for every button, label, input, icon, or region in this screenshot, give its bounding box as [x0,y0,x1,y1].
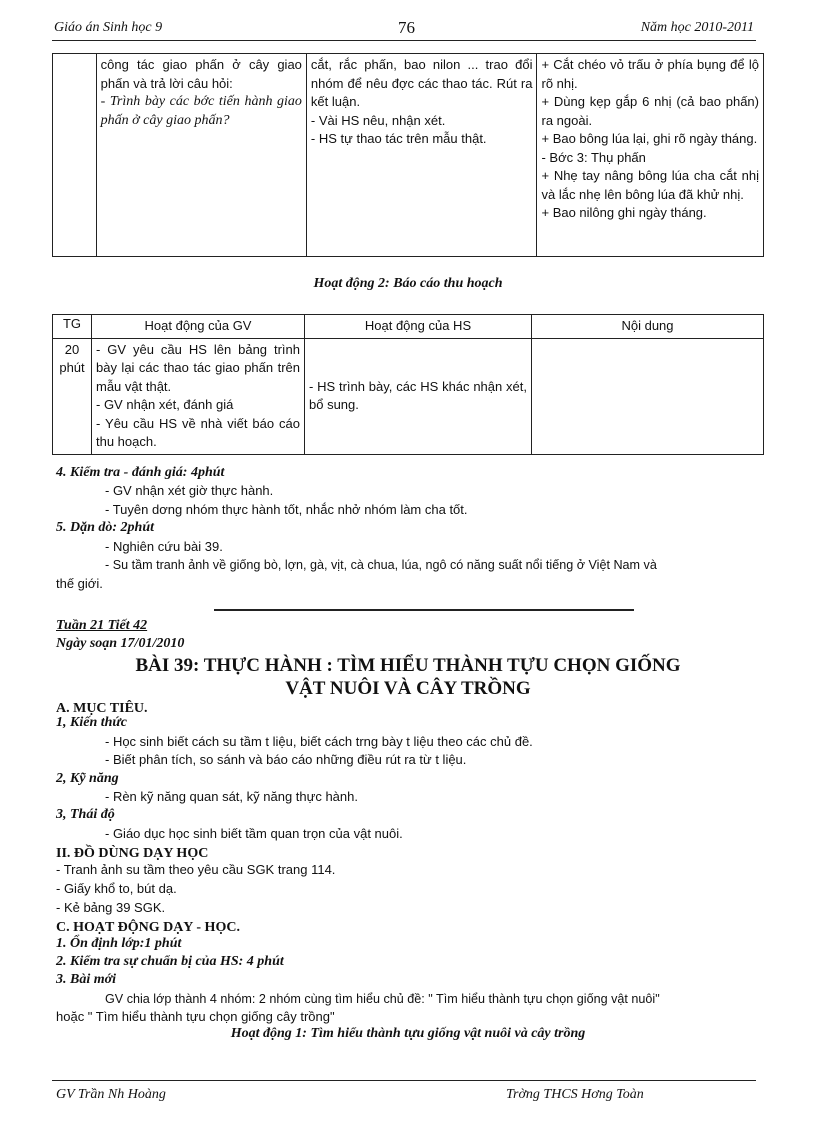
activities-paragraph-line-2: hoặc " Tìm hiểu thành tựu chọn giống cây trồng" [56,1009,335,1024]
activity1-heading: Hoạt động 1: Tìm hiểu thành tựu giống vật nuôi và cây trồng [230,1026,586,1041]
table-cell-hs [306,54,537,257]
section5-heading: 5. Dặn dò: 2phút [56,520,155,535]
section4-line-2: - Tuyên dơng nhóm thực hành tốt, nhắc nhở nhóm làm cha tốt. [105,502,468,517]
footer-rule [52,1080,756,1081]
hs-text-3: - HS tự thao tác trên mẫu thật. [310,131,487,146]
activity1-table [52,53,764,257]
knowledge-line-1: - Học sinh biết cách su tầm t liệu, biết cách trng bày t liệu theo các chủ đề. [105,734,533,749]
header-rule [52,40,756,41]
section5-line-1: - Nghiên cứu bài 39. [105,539,223,554]
materials-item-1: - Tranh ảnh su tầm theo yêu cầu SGK trang 114. [56,862,336,877]
content-cell [532,338,764,454]
gv-cell [92,338,305,454]
content-line-5: + Nhẹ tay nâng bông lúa cha cắt nhị và lắc nhẹ lên bông lúa đã khử nhị. [541,168,759,202]
attitude-line-1: - Giáo dục học sinh biết tầm quan trọn của vật nuôi. [105,826,403,841]
content-line-1: + Cắt chéo vỏ trấu ở phía bụng để lộ rõ nhị. [541,57,759,91]
table-header-row [53,315,764,339]
lesson-title-line-1: BÀI 39: THỰC HÀNH : TÌM HIỂU THÀNH TỰU CHỌN GIỐNG [135,655,681,676]
col-header-content: Nội dung [532,315,764,339]
col-header-hs: Hoạt động của HS [305,315,532,339]
header-left-text: Giáo án Sinh học 9 [54,20,163,35]
footer-left-text: GV Trần Nh Hoàng [56,1087,166,1102]
objectives-heading: A. MỤC TIÊU. [56,701,148,716]
table-cell-content [537,54,764,257]
activities-step-3: 3. Bài mới [56,972,117,987]
section-separator [214,609,634,611]
lesson-week: Tuần 21 Tiết 42 [56,618,148,633]
gv-text-1: công tác giao phấn ở cây giao phấn và trả lời câu hỏi: [100,57,302,91]
activities-paragraph-line-1: GV chia lớp thành 4 nhóm: 2 nhóm cùng tìm hiểu chủ đề: " Tìm hiểu thành tựu chọn giống vật nuôi" [105,992,660,1006]
content-line-4: - Bớc 3: Thụ phấn [541,149,646,165]
content-line-6: + Bao nilông ghi ngày tháng. [541,205,707,220]
time-cell: 20 phút [53,338,92,454]
gv-question: - Trình bày các bớc tiến hành giao phấn ở cây giao phấn? [100,94,302,128]
footer-right-text: Trờng THCS Hơng Toàn [506,1087,644,1102]
activities-step-2: 2. Kiểm tra sự chuẩn bị của HS: 4 phút [56,954,284,969]
hs-line: - HS trình bày, các HS khác nhận xét, bổ sung. [309,378,527,412]
header-right-text: Năm học 2010-2011 [640,20,754,35]
hs-text-1: cắt, rắc phấn, bao nilon ... trao đổi nhóm để nêu đợc các thao tác. Rút ra kết luận. [310,57,533,109]
activity2-heading: Hoạt động 2: Báo cáo thu hoạch [313,276,503,291]
page-number: 76 [398,18,415,37]
knowledge-heading: 1, Kiến thức [56,715,128,730]
section4-line-1: - GV nhận xét giờ thực hành. [105,483,274,498]
materials-item-3: - Kẻ bảng 39 SGK. [56,900,166,915]
knowledge-line-2: - Biết phân tích, so sánh và báo cáo những điều rút ra từ t liệu. [105,752,467,767]
section4-heading: 4. Kiểm tra - đánh giá: 4phút [56,465,225,480]
skills-heading: 2, Kỹ năng [56,771,119,786]
skills-line-1: - Rèn kỹ năng quan sát, kỹ năng thực hành. [105,789,358,804]
content-line-3: + Bao bông lúa lại, ghi rõ ngày tháng. [541,131,758,146]
gv-line-2: - GV nhận xét, đánh giá [96,397,234,412]
table-row [53,54,764,257]
col-header-gv: Hoạt động của GV [92,315,305,339]
table-row [53,338,764,454]
section5-line-3: thế giới. [56,576,103,591]
gv-line-1: - GV yêu cầu HS lên bảng trình bày lại các thao tác giao phấn trên mẫu vật thật. [96,341,300,394]
table-cell-time [53,54,97,257]
hs-text-2: - Vài HS nêu, nhận xét. [310,112,446,128]
lesson-date: Ngày soạn 17/01/2010 [56,636,185,651]
content-line-2: + Dùng kẹp gắp 6 nhị (cả bao phấn) ra ngoài. [541,94,759,128]
gv-line-3: - Yêu cầu HS về nhà viết báo cáo thu hoạch. [96,415,300,449]
section5-line-2: - Su tầm tranh ảnh về giống bò, lợn, gà, vịt, cà chua, lúa, ngô có năng suất nổi tiếng ở Việt Nam và [105,558,657,572]
activities-step-1: 1. Ổn định lớp:1 phút [56,936,182,951]
activities-heading: C. HOẠT ĐỘNG DẠY - HỌC. [56,920,240,935]
table-cell-gv [96,54,306,257]
col-header-time: TG [53,315,92,339]
activity2-table [52,314,764,455]
attitude-heading: 3, Thái độ [56,807,115,822]
materials-heading: II. ĐỒ DÙNG DẠY HỌC [56,846,209,861]
lesson-title-line-2: VẬT NUÔI VÀ CÂY TRỒNG [285,678,531,699]
hs-cell [305,338,532,454]
materials-item-2: - Giấy khổ to, bút dạ. [56,881,177,896]
